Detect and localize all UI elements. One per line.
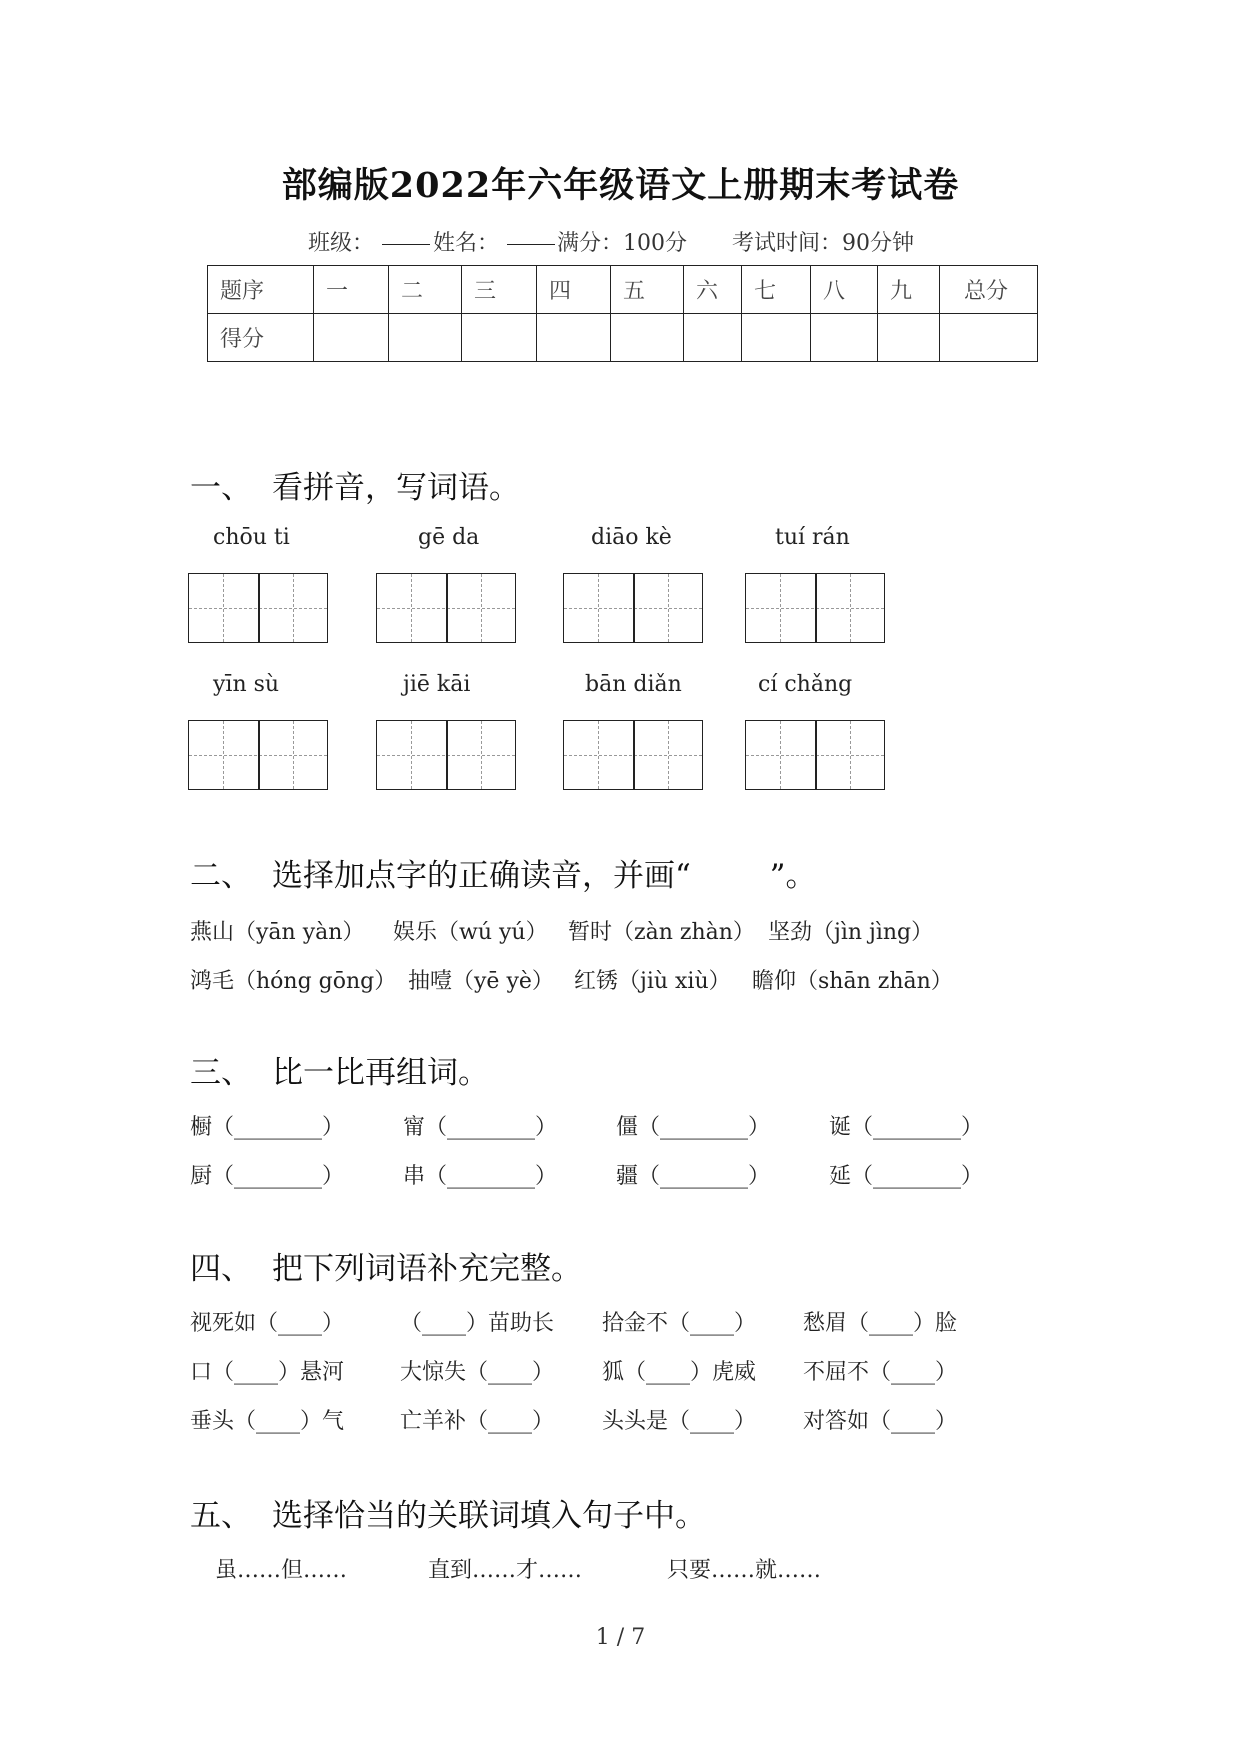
section-5-title: 选择恰当的关联词填入句子中。: [272, 1498, 706, 1534]
conjunction-option: 只要……就……: [667, 1558, 822, 1583]
score-table-header-row: [208, 266, 1038, 314]
section-4-heading: [190, 1243, 582, 1288]
header-cell-4: 四: [537, 266, 611, 314]
compare-item[interactable]: 串（________）: [403, 1164, 558, 1189]
character-grid[interactable]: [563, 573, 703, 643]
score-cell[interactable]: [878, 314, 940, 362]
compare-item[interactable]: 厨（________）: [190, 1164, 345, 1189]
reading-item: 鸿毛（hóng gōng）: [190, 969, 397, 994]
header-cell-5: 五: [611, 266, 684, 314]
score-row-label: 得分: [208, 314, 314, 362]
compare-item[interactable]: 甯（________）: [403, 1115, 558, 1140]
idiom-item[interactable]: 亡羊补（____）: [400, 1409, 555, 1434]
pinyin-item: bān diǎn: [585, 672, 682, 697]
header-cell-2: 二: [389, 266, 462, 314]
class-blank[interactable]: [382, 226, 430, 251]
header-cell-label: 题序: [208, 266, 314, 314]
conjunction-option: 直到……才……: [428, 1558, 583, 1583]
page-title: 部编版2022年六年级语文上册期末考试卷: [281, 165, 960, 206]
idiom-item[interactable]: 口（____）悬河: [190, 1360, 345, 1385]
section-2-number: 二、: [190, 858, 252, 894]
class-label: 班级：: [308, 231, 375, 256]
section-5-number: 五、: [190, 1498, 252, 1534]
conjunction-option: 虽……但……: [215, 1558, 348, 1583]
section-3-heading: [190, 1047, 489, 1092]
section-3-number: 三、: [190, 1055, 252, 1091]
idiom-item[interactable]: 大惊失（____）: [400, 1360, 555, 1385]
character-grid[interactable]: [563, 720, 703, 790]
idiom-item[interactable]: 不屈不（____）: [803, 1360, 958, 1385]
score-table-score-row: [208, 314, 1038, 362]
compare-item[interactable]: 疆（________）: [616, 1164, 771, 1189]
full-score: 满分：100分: [557, 231, 687, 256]
score-cell[interactable]: [811, 314, 878, 362]
name-label: 姓名：: [433, 231, 500, 256]
reading-item: 抽噎（yē yè）: [408, 969, 554, 994]
character-grid[interactable]: [745, 720, 885, 790]
pinyin-item: diāo kè: [591, 525, 672, 550]
header-cell-total: 总分: [940, 266, 1038, 314]
idiom-item[interactable]: 垂头（____）气: [190, 1409, 345, 1434]
character-grid[interactable]: [376, 720, 516, 790]
character-grid[interactable]: [745, 573, 885, 643]
pinyin-item: chōu ti: [213, 525, 290, 550]
compare-item[interactable]: 诞（________）: [829, 1115, 984, 1140]
header-cell-8: 八: [811, 266, 878, 314]
idiom-item[interactable]: 狐（____）虎威: [602, 1360, 757, 1385]
section-1-heading: [190, 462, 520, 507]
header-cell-6: 六: [684, 266, 742, 314]
idiom-item[interactable]: 对答如（____）: [803, 1409, 958, 1434]
score-cell[interactable]: [314, 314, 389, 362]
section-2-title: 选择加点字的正确读音，并画“ ”。: [272, 858, 817, 894]
idiom-item[interactable]: （____）苗助长: [400, 1311, 555, 1336]
compare-item[interactable]: 延（________）: [829, 1164, 984, 1189]
pinyin-item: yīn sù: [213, 672, 280, 697]
section-1-number: 一、: [190, 470, 252, 506]
reading-item: 娱乐（wú yú）: [393, 920, 548, 945]
section-1-title: 看拼音，写词语。: [272, 470, 520, 506]
character-grid[interactable]: [188, 720, 328, 790]
score-cell[interactable]: [684, 314, 742, 362]
page-number: 1 / 7: [595, 1625, 646, 1650]
reading-item: 燕山（yān yàn）: [190, 920, 365, 945]
section-3-title: 比一比再组词。: [272, 1055, 489, 1091]
pinyin-item: gē da: [418, 525, 480, 550]
pinyin-item: tuí rán: [775, 525, 850, 550]
character-grid[interactable]: [376, 573, 516, 643]
reading-item: 红锈（jiù xiù）: [574, 969, 731, 994]
header-cell-1: 一: [314, 266, 389, 314]
exam-time: 考试时间：90分钟: [732, 231, 914, 256]
reading-item: 坚劲（jìn jìng）: [768, 920, 934, 945]
pinyin-item: cí chǎng: [758, 672, 853, 697]
score-cell[interactable]: [742, 314, 811, 362]
compare-item[interactable]: 僵（________）: [616, 1115, 771, 1140]
score-cell[interactable]: [389, 314, 462, 362]
reading-item: 瞻仰（shān zhān）: [752, 969, 953, 994]
compare-item[interactable]: 橱（________）: [190, 1115, 345, 1140]
pinyin-item: jiē kāi: [403, 672, 471, 697]
reading-item: 暂时（zàn zhàn）: [568, 920, 755, 945]
header-cell-3: 三: [462, 266, 537, 314]
idiom-item[interactable]: 头头是（____）: [602, 1409, 757, 1434]
score-cell[interactable]: [611, 314, 684, 362]
score-cell[interactable]: [462, 314, 537, 362]
section-4-number: 四、: [190, 1251, 252, 1287]
character-grid[interactable]: [188, 573, 328, 643]
score-table: [207, 265, 1038, 362]
score-cell[interactable]: [537, 314, 611, 362]
section-4-title: 把下列词语补充完整。: [272, 1251, 582, 1287]
section-2-heading: [190, 850, 817, 895]
name-blank[interactable]: [507, 226, 555, 251]
header-cell-9: 九: [878, 266, 940, 314]
score-cell-total[interactable]: [940, 314, 1038, 362]
header-cell-7: 七: [742, 266, 811, 314]
idiom-item[interactable]: 愁眉（____）脸: [803, 1311, 958, 1336]
idiom-item[interactable]: 视死如（____）: [190, 1311, 345, 1336]
section-5-heading: [190, 1490, 706, 1535]
idiom-item[interactable]: 拾金不（____）: [602, 1311, 757, 1336]
